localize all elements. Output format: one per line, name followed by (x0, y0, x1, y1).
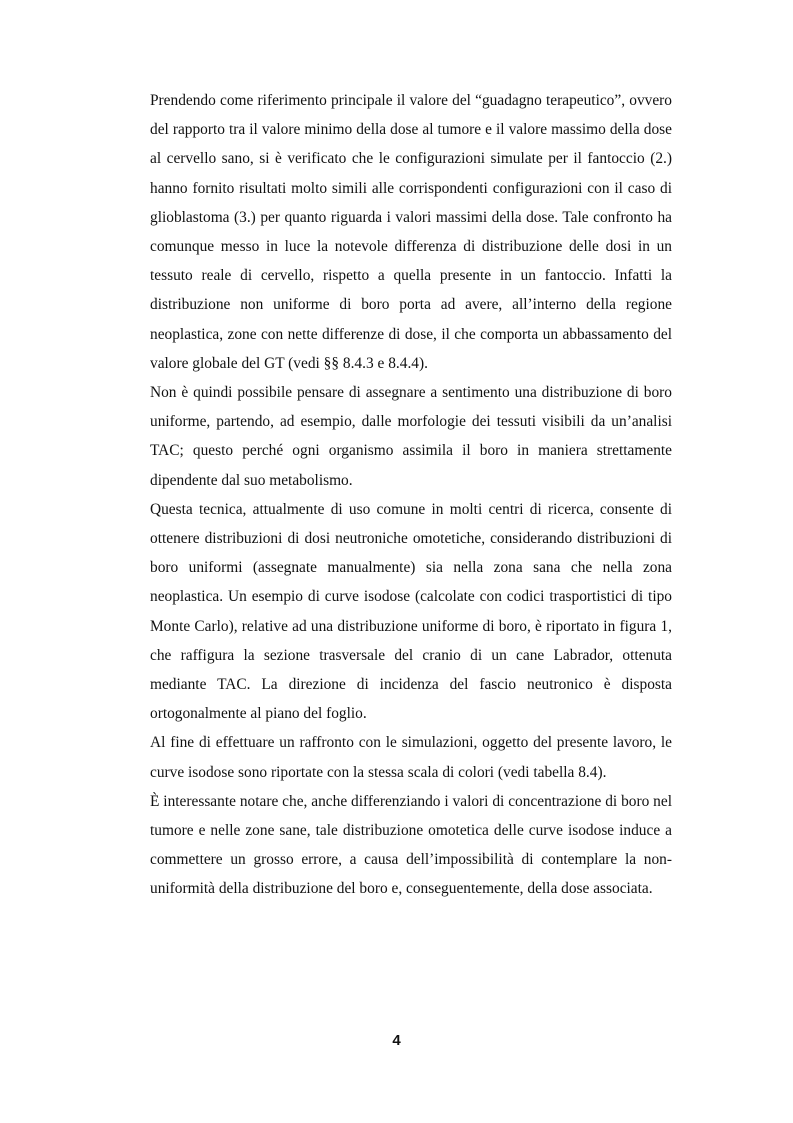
paragraph-tecnica-omotetica: Questa tecnica, attualmente di uso comune in molti centri di ricerca, consente di ottenere distribuzioni di dosi neutroniche omotetiche, considerando distribuzioni di boro uniformi (assegnate manualmente) sia nella zona sana che nella zona neoplastica. Un esempio di curve isodose (calcolate con codici trasportistici di tipo Monte Carlo), relative ad una distribuzione uniforme di boro, è riportato in figura 1, che raffigura la sezione trasversale del cranio di un cane Labrador, ottenuta mediante TAC. La direzione di incidenza del fascio neutronico è disposta ortogonalmente al piano del foglio. (150, 500, 672, 723)
body-text (150, 86, 672, 904)
paragraph-boro-uniforme: Non è quindi possibile pensare di assegnare a sentimento una distribuzione di boro uniforme, partendo, ad esempio, dalle morfologie dei tessuti visibili da un’analisi TAC; questo perché ogni organismo assimila il boro in maniera strettamente dipendente dal suo metabolismo. (150, 384, 672, 489)
paragraph-raffronto: Al fine di effettuare un raffronto con le simulazioni, oggetto del presente lavoro, le curve isodose sono riportate con la stessa scala di colori (vedi tabella 8.4). (150, 734, 672, 781)
paragraph-guadagno-terapeutico: Prendendo come riferimento principale il valore del “guadagno terapeutico”, ovvero del rapporto tra il valore minimo della dose al tumore e il valore massimo della dose al cervello sano, si è verificato che le configurazioni simulate per il fantoccio (2.) hanno fornito risultati molto simili alle corrispondenti configurazioni con il caso di glioblastoma (3.) per quanto riguarda i valori massimi della dose. Tale confronto ha comunque messo in luce la notevole differenza di distribuzione delle dosi in un tessuto reale di cervello, rispetto a quella presente in un fantoccio. Infatti la distribuzione non uniforme di boro porta ad avere, all’interno della regione neoplastica, zone con nette differenze di dose, il che comporta un abbassamento del valore globale del GT (vedi §§ 8.4.3 e 8.4.4). (150, 92, 672, 372)
page-number: 4 (392, 1032, 401, 1049)
paragraph-errore-omotetico: È interessante notare che, anche differenziando i valori di concentrazione di boro nel tumore e nelle zone sane, tale distribuzione omotetica delle curve isodose induce a commettere un grosso errore, a causa dell’impossibilità di contemplare la non-uniformità della distribuzione del boro e, conseguentemente, della dose associata. (150, 792, 672, 898)
